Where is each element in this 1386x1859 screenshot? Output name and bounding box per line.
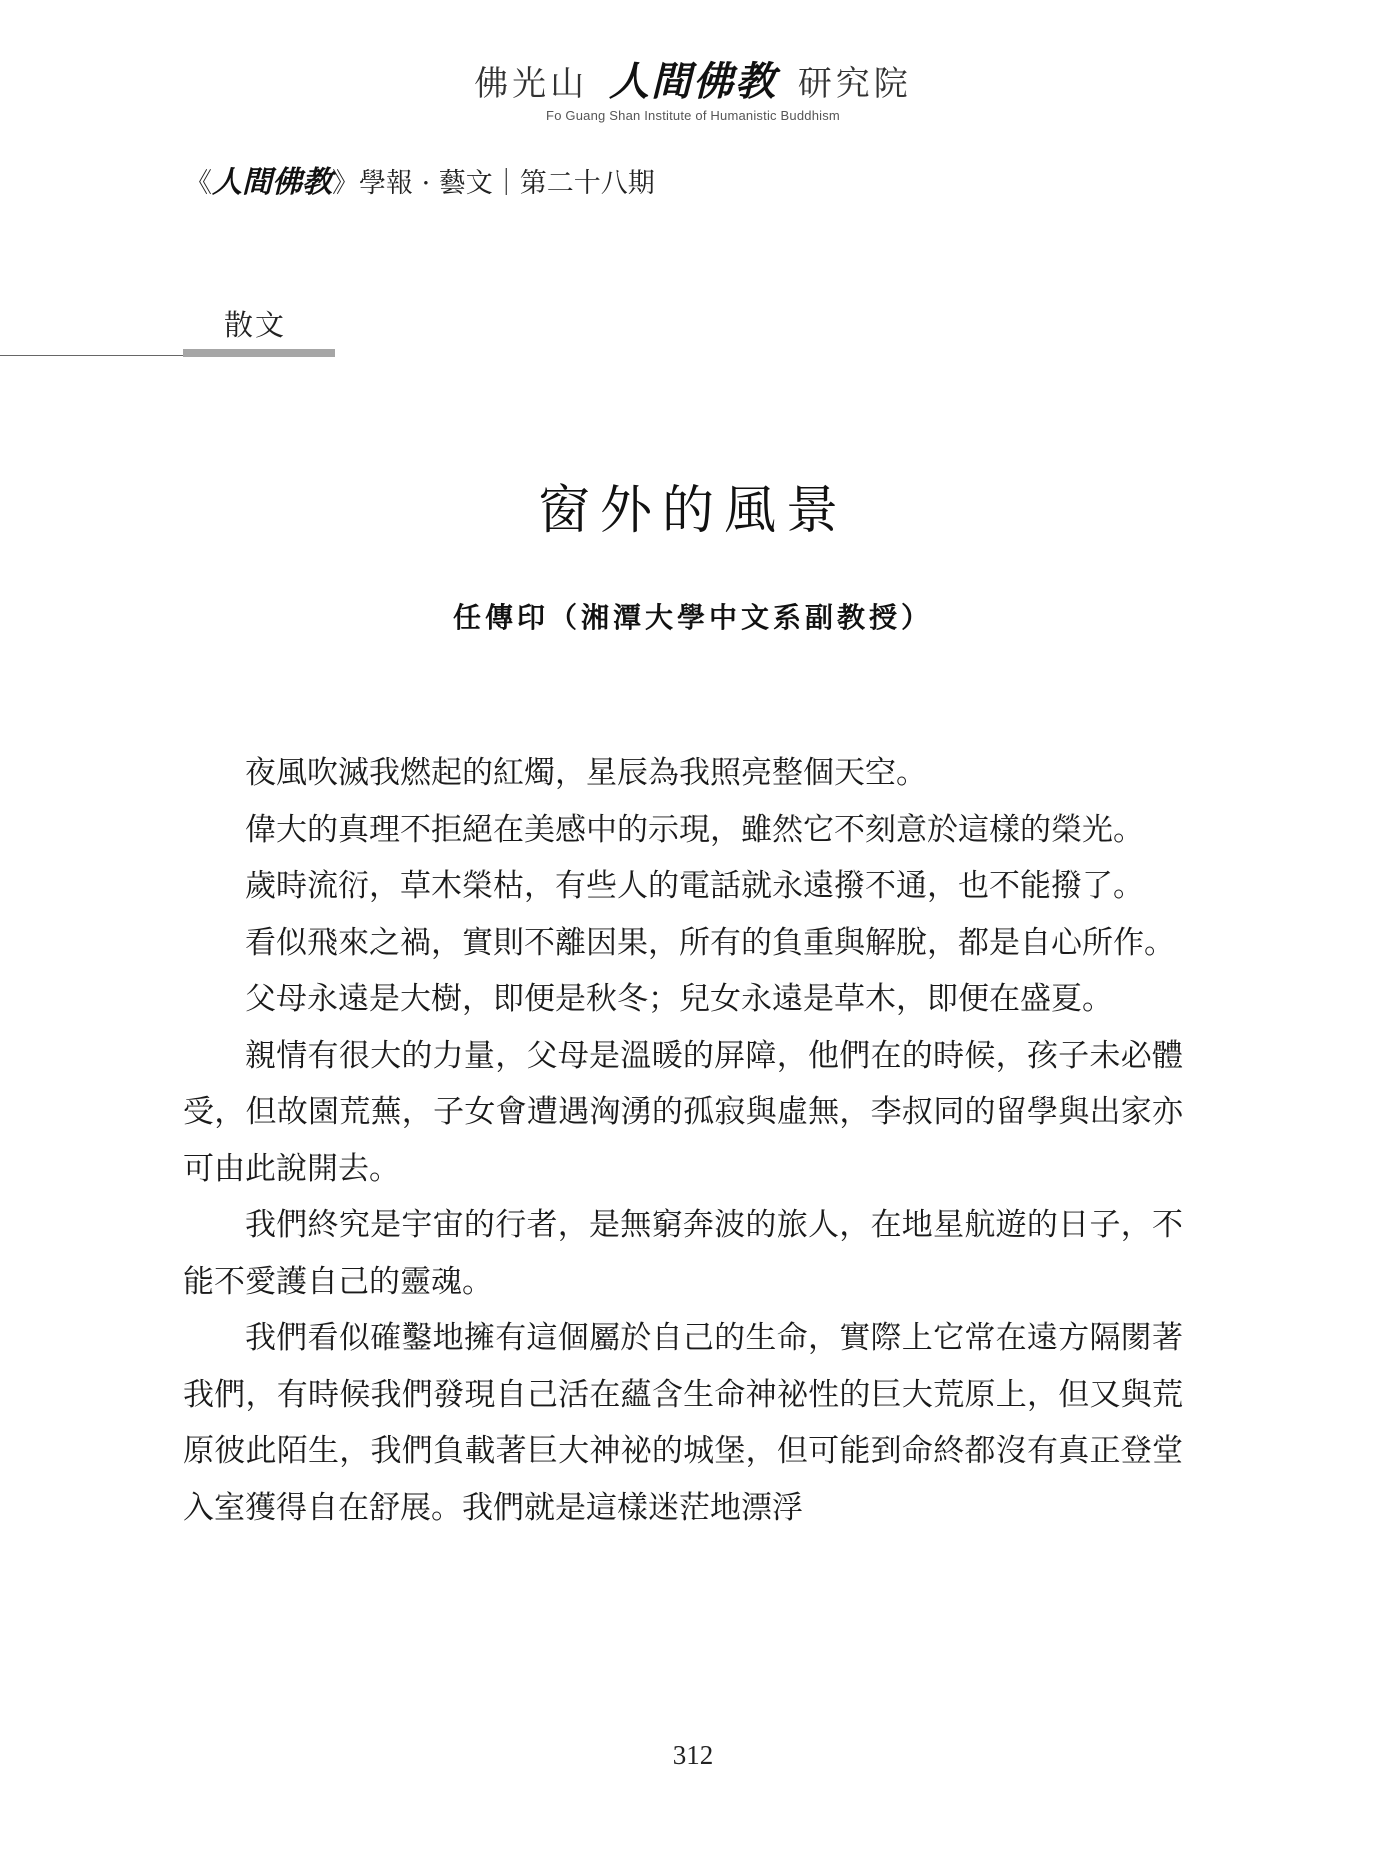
article-body [183, 745, 1183, 1536]
page-number: 312 [672, 1740, 714, 1770]
section-underline-bar [183, 349, 335, 357]
institute-prefix: 佛光山 [474, 64, 589, 104]
section-label: 散文 [224, 308, 287, 342]
institute-header [0, 60, 1386, 123]
body-paragraph: 我們終究是宇宙的行者，是無窮奔波的旅人，在地星航遊的日子，不能不愛護自己的靈魂。 [183, 1207, 1183, 1300]
body-paragraph: 親情有很大的力量，父母是溫暖的屏障，他們在的時候，孩子未必體受，但故園荒蕪，子女會遭遇洶湧的孤寂與虛無，李叔同的留學與出家亦可由此說開去。 [183, 1037, 1183, 1187]
journal-line [185, 165, 655, 202]
body-paragraph: 歲時流衍，草木榮枯，有些人的電話就永遠撥不通，也不能撥了。 [245, 868, 1144, 904]
institute-english-name: Fo Guang Shan Institute of Humanistic Buddhism [546, 108, 840, 123]
body-paragraph: 父母永遠是大樹，即便是秋冬；兒女永遠是草木，即便在盛夏。 [245, 981, 1113, 1017]
body-paragraph: 我們看似確鑿地擁有這個屬於自己的生命，實際上它常在遠方隔閡著我們，有時候我們發現自己活在蘊含生命神祕性的巨大荒原上，但又與荒原彼此陌生，我們負載著巨大神祕的城堡，但可能到命終都沒有真正登堂入室獲得自在舒展。我們就是這樣迷茫地漂浮 [183, 1320, 1183, 1526]
body-paragraph: 夜風吹滅我燃起的紅燭，星辰為我照亮整個天空。 [245, 755, 927, 791]
journal-issue-info: 》學報 · 藝文｜第二十八期 [332, 168, 655, 199]
body-paragraph: 看似飛來之禍，實則不離因果，所有的負重與解脫，都是自心所作。 [245, 924, 1175, 961]
article-title: 窗外的風景 [537, 481, 848, 541]
journal-open-bracket: 《 [185, 168, 212, 199]
institute-name [0, 60, 1386, 106]
body-paragraph: 偉大的真理不拒絕在美感中的示現，雖然它不刻意於這樣的榮光。 [245, 811, 1144, 848]
institute-logo-text: 人間佛教 [609, 59, 777, 105]
institute-suffix: 研究院 [797, 64, 912, 104]
article-author: 任傳印（湘潭大學中文系副教授） [452, 601, 933, 634]
journal-logo-text: 人間佛教 [212, 165, 332, 200]
